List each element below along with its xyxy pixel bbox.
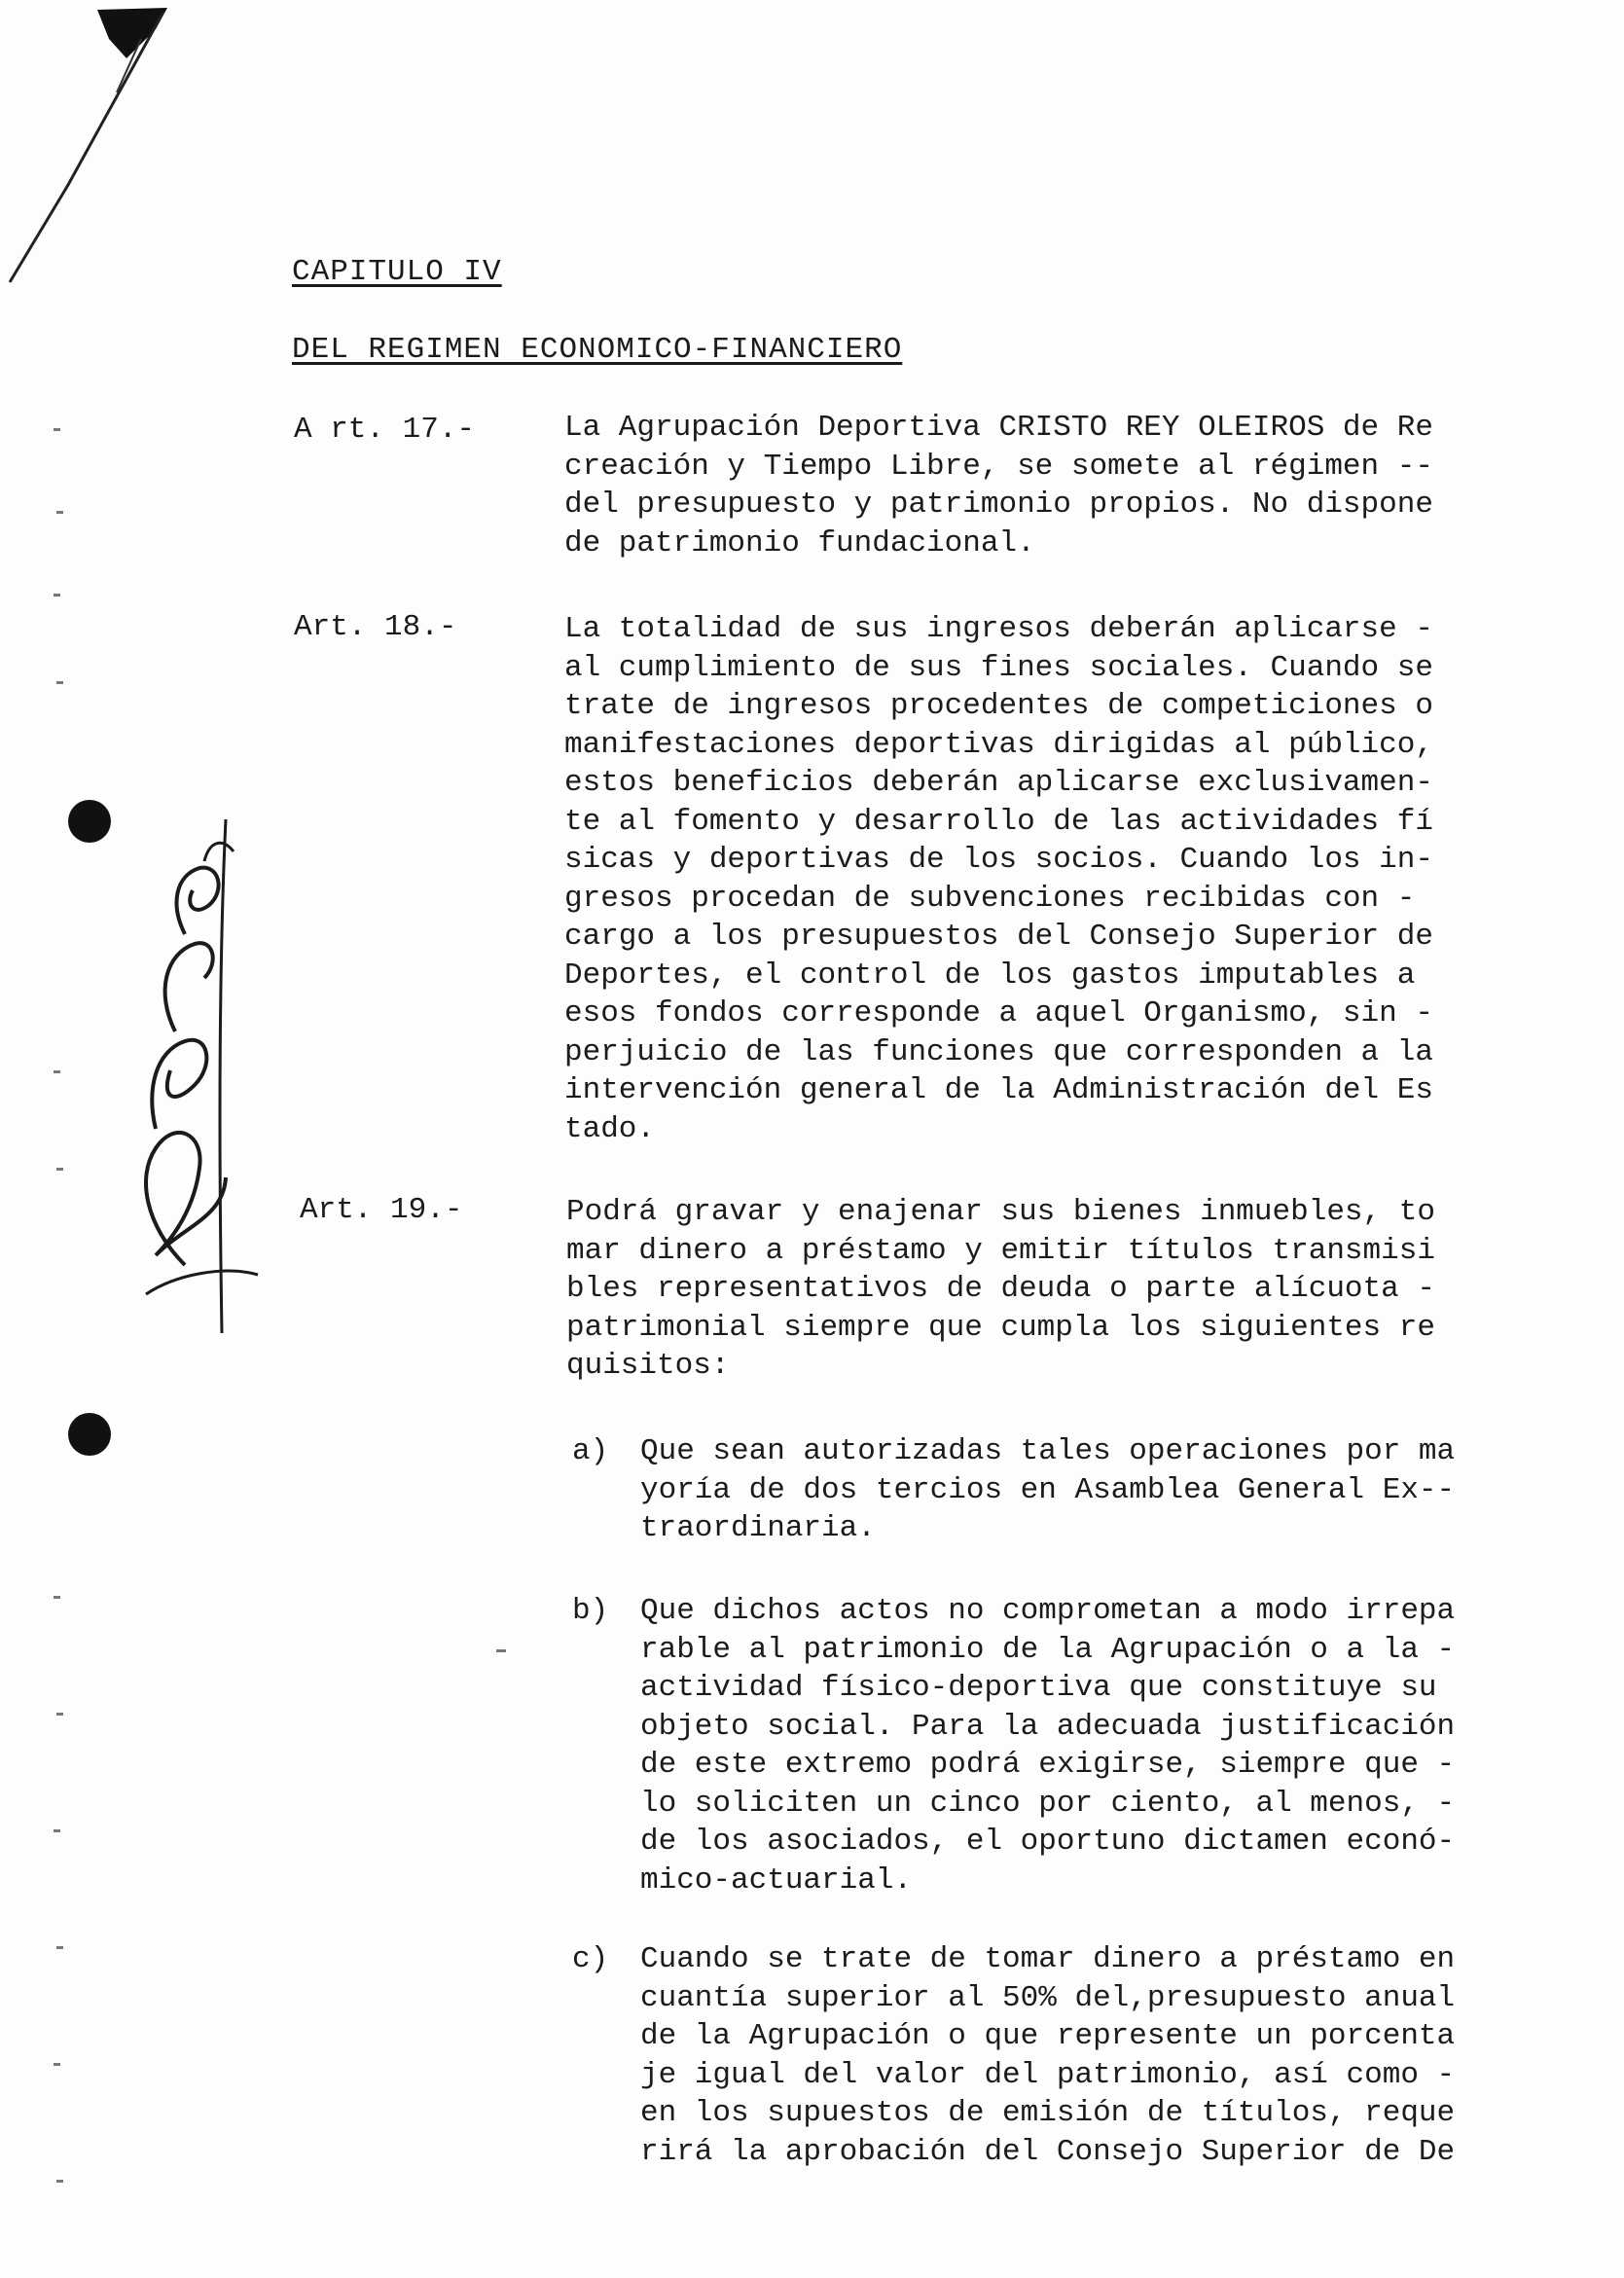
margin-dash: [56, 2180, 63, 2183]
text-line: del presupuesto y patrimonio propios. No dispone: [564, 488, 1433, 522]
text-line: rirá la aprobación del Consejo Superior de De: [640, 2134, 1456, 2169]
text-line: trate de ingresos procedentes de competiciones o: [564, 689, 1433, 723]
text-line: je igual del valor del patrimonio, así como -: [640, 2057, 1456, 2092]
margin-dash: [56, 681, 63, 684]
margin-dash: [54, 1596, 60, 1599]
text-line: manifestaciones deportivas dirigidas al público,: [564, 727, 1433, 762]
text-line: intervención general de la Administración del Es: [564, 1073, 1433, 1107]
requirement-label: b): [572, 1594, 609, 1628]
text-line: tado.: [564, 1111, 656, 1146]
text-line: creación y Tiempo Libre, se somete al régimen --: [564, 449, 1433, 484]
margin-dash: [496, 1649, 506, 1652]
chapter-title: CAPITULO IV: [292, 255, 502, 289]
text-line: patrimonial siempre que cumpla los siguientes re: [566, 1310, 1435, 1345]
text-line: cuantía superior al 50% del,presupuesto anual: [640, 1980, 1456, 2015]
punch-hole-top: [68, 800, 111, 843]
text-line: actividad físico-deportiva que constituye su: [640, 1671, 1437, 1705]
text-line: en los supuestos de emisión de títulos, reque: [640, 2096, 1456, 2130]
text-line: cargo a los presupuestos del Consejo Superior de: [564, 920, 1433, 954]
requirement-b: [572, 1592, 1455, 1899]
text-line: Cuando se trate de tomar dinero a préstamo en: [640, 1942, 1456, 1976]
margin-dash: [54, 1070, 60, 1073]
margin-dash: [56, 1713, 63, 1716]
margin-dash: [56, 1168, 63, 1171]
article-text-17: [564, 409, 1433, 562]
requirement-a: [572, 1432, 1455, 1548]
text-line: La Agrupación Deportiva CRISTO REY OLEIROS de Re: [564, 411, 1433, 445]
text-line: lo soliciten un cinco por ciento, al menos, -: [640, 1786, 1456, 1821]
punch-hole-bottom: [68, 1413, 111, 1456]
text-line: bles representativos de deuda o parte alícuota -: [566, 1272, 1435, 1306]
text-line: al cumplimiento de sus fines sociales. Cuando se: [564, 650, 1433, 685]
margin-dash: [56, 1946, 63, 1949]
article-label-19: Art. 19.-: [300, 1193, 463, 1227]
text-line: La totalidad de sus ingresos deberán aplicarse -: [564, 612, 1433, 646]
corner-scan-mark: [0, 0, 195, 292]
text-line: perjuicio de las funciones que corresponden a la: [564, 1034, 1433, 1069]
text-line: esos fondos corresponde a aquel Organismo, sin -: [564, 996, 1433, 1031]
text-line: Que sean autorizadas tales operaciones por ma: [640, 1434, 1456, 1468]
requirement-label: c): [572, 1942, 609, 1976]
requirement-c: [572, 1940, 1455, 2171]
article-label-17: A rt. 17.-: [294, 413, 476, 447]
article-label-18: Art. 18.-: [294, 610, 457, 644]
text-line: quisitos:: [566, 1349, 730, 1383]
text-line: te al fomento y desarrollo de las actividades fí: [564, 804, 1433, 839]
text-line: objeto social. Para la adecuada justificación: [640, 1709, 1456, 1744]
text-line: sicas y deportivas de los socios. Cuando los in-: [564, 843, 1433, 877]
chapter-subtitle: DEL REGIMEN ECONOMICO-FINANCIERO: [292, 333, 903, 367]
text-line: Deportes, el control de los gastos imputables a: [564, 958, 1416, 993]
text-line: mico-actuarial.: [640, 1862, 913, 1898]
requirement-label: a): [572, 1434, 609, 1468]
article-text-18: [564, 610, 1433, 1148]
margin-dash: [54, 2063, 60, 2066]
text-line: traordinaria.: [640, 1511, 876, 1545]
text-line: Podrá gravar y enajenar sus bienes inmuebles, to: [566, 1195, 1435, 1229]
text-line: rable al patrimonio de la Agrupación o a la -: [640, 1632, 1456, 1667]
text-line: de este extremo podrá exigirse, siempre que -: [640, 1748, 1456, 1782]
margin-dash: [56, 511, 63, 514]
text-line: de los asociados, el oportuno dictamen econó-: [640, 1825, 1456, 1859]
text-line: estos beneficios deberán aplicarse exclusivamen-: [564, 766, 1433, 800]
text-line: de patrimonio fundacional.: [564, 525, 1035, 560]
margin-dash: [54, 428, 60, 431]
text-line: mar dinero a préstamo y emitir títulos transmisi: [566, 1233, 1435, 1268]
text-line: de la Agrupación o que represente un porcenta: [640, 2019, 1456, 2053]
text-line: Que dichos actos no comprometan a modo irrepa: [640, 1594, 1456, 1628]
text-line: gresos procedan de subvenciones recibidas con -: [564, 881, 1416, 916]
article-text-19: [566, 1193, 1435, 1386]
handwritten-signature: [117, 808, 272, 1353]
text-line: yoría de dos tercios en Asamblea General Ex--: [640, 1472, 1456, 1507]
margin-dash: [54, 594, 60, 597]
margin-dash: [54, 1829, 60, 1832]
